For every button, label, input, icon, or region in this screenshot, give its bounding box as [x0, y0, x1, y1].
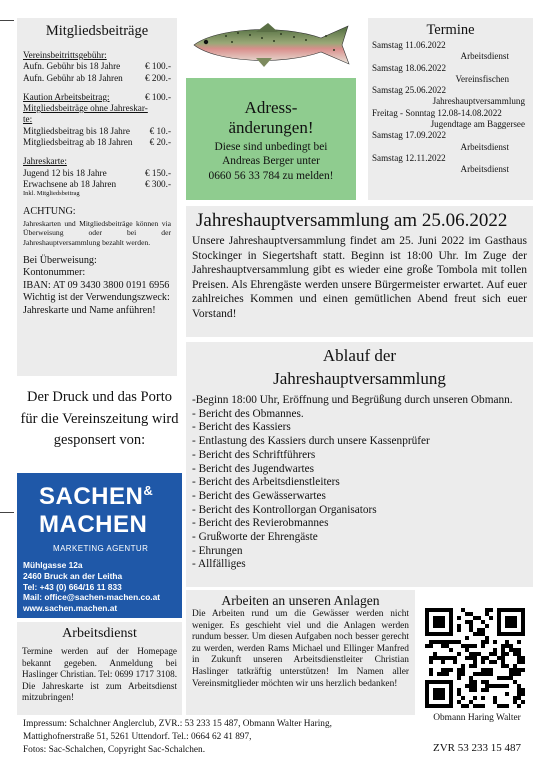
notice-heading-2: änderungen!: [228, 118, 314, 137]
no-card-heading: Mitgliedsbeiträge ohne Jahreskar-: [23, 103, 148, 114]
date-item: Samstag 17.09.2022 Arbeitsdienst: [372, 130, 509, 152]
date-item: Samstag 11.06.2022 Arbeitsdienst: [372, 40, 509, 62]
agenda-item: - Bericht des Obmannes.: [192, 407, 304, 420]
fee-row: Mitgliedsbeitrag ab 18 Jahren € 20.-: [23, 137, 171, 148]
fee-row: Aufn. Gebühr bis 18 Jahre € 100.-: [23, 61, 171, 72]
agenda-title: Ablauf der Jahreshauptversammlung: [273, 346, 446, 388]
transfer-purpose: Wichtig ist der Verwendungszweck: Jahreskarte und Name anführen!: [23, 292, 170, 316]
agenda-item: - Bericht des Kassiers: [192, 421, 291, 434]
annual-card-heading: Jahreskarte:: [23, 156, 67, 167]
sponsor-ad[interactable]: [17, 473, 182, 618]
brand-line-1: SACHEN&: [39, 483, 154, 510]
agenda-item: - Bericht des Gewässerwartes: [192, 489, 326, 502]
work-duty-title: Arbeitsdienst: [62, 626, 137, 641]
iban: IBAN: AT 09 3430 3800 0191 6956: [23, 279, 170, 291]
meeting-title: Jahreshauptversammlung am 25.06.2022: [196, 210, 508, 231]
qr-code[interactable]: [425, 608, 525, 708]
meeting-text: Unsere Jahreshauptversammlung findet am 25. Juni 2022 im Gasthaus Stockinger in Siegertshaft statt. Beginn ist 18:00 Uhr. Im Zuge der Jahreshauptversammlung gibt es wieder eine große Tombola mit tollen Preisen. Als Ehrengäste werden unsere Bürgermeister erwartet. Auf euer zahlreiches Kommen und einen gemütlichen Abend freut sich euer Vorstand!: [192, 235, 527, 320]
crop-mark: [0, 20, 14, 21]
fee-row: Aufn. Gebühr ab 18 Jahren € 200.-: [23, 72, 171, 83]
trout-image: [186, 20, 356, 70]
agenda-item: - Ehrungen: [192, 544, 243, 557]
sponsor-contact: Mühlgasse 12a 2460 Bruck an der Leitha Tel: +43 (0) 664/16 11 833 Mail: office@sachen-machen.co.at www.sachen.machen.at: [23, 560, 161, 614]
imprint: Impressum: Schalchner Anglerclub, ZVR.: 53 233 15 487, Obmann Walter Haring, Mattighofnerstraße 51, 5261 Uttendorf. Tel.: 0664 62 41 897, Fotos: Sac-Schalchen, Copyright Sac-Schalchen.: [23, 719, 332, 755]
facilities-work-box: [186, 590, 415, 715]
brand-line-2: MACHEN: [39, 511, 148, 538]
date-item: Samstag 12.11.2022 Arbeitsdienst: [372, 152, 509, 175]
entry-fee-heading: Vereinsbeitrittsgebühr:: [23, 50, 107, 60]
annual-meeting-box: [186, 206, 533, 337]
agenda-item: - Allfälliges: [192, 558, 246, 571]
date-item: Freitag - Sonntag 12.08-14.08.2022 Jugendtage am Baggersee: [372, 107, 525, 130]
fee-row: Jugend 12 bis 18 Jahre € 150.-: [23, 167, 171, 178]
crop-mark: [0, 512, 14, 513]
sponsor-title: Der Druck und das Porto für die Vereinszeitung wird gesponsert von:: [20, 389, 179, 448]
zvr-number: ZVR 53 233 15 487: [433, 742, 521, 754]
facilities-work-title: Arbeiten an unseren Anlagen: [221, 593, 380, 608]
agenda-box: [186, 342, 533, 587]
date-item: Samstag 18.06.2022 Vereinsfischen: [372, 62, 509, 84]
account-label: Kontonummer:: [23, 267, 86, 279]
card-note: Inkl. Mitgliedsbeitrag: [23, 190, 80, 198]
notice-text: Diese sind unbedingt bei Andreas Berger unter 0660 56 33 784 zu melden!: [208, 141, 334, 182]
work-duty-text: Termine werden auf der Homepage bekannt gegeben. Anmeldung bei Haslinger Christian. Tel: 0699 1717 3108. Die Jahreskarte ist zum Arbeitsdienst mitzubringen!: [22, 646, 177, 703]
no-card-heading-2: te:: [23, 114, 33, 125]
facilities-work-text: Die Arbeiten rund um die Gewässer werden nicht weniger. Es geschieht viel und die Anlagen werden rundum besser. Um diesen Aufgaben noch besser gerecht zu werden, werden Rams Michael und Ellinger Manfred in Zukunft unseren Arbeitsdienstleiter Christian Haslinger tatkräftig unterstützen! Im Namen aller Vereinsmitglieder möchten wir uns herzlich bedanken!: [192, 609, 409, 689]
agenda-item: - Bericht des Jugendwartes: [192, 462, 315, 475]
agenda-item: - Grußworte der Ehrengäste: [192, 531, 318, 544]
agenda-item: -Beginn 18:00 Uhr, Eröffnung und Begrüßung durch unseren Obmann.: [192, 394, 513, 406]
work-duty-box: [17, 622, 182, 715]
fee-row: Mitgliedsbeitrag bis 18 Jahre € 10.-: [23, 125, 171, 136]
agenda-item: - Bericht des Arbeitsdienstleiters: [192, 476, 340, 489]
agenda-item: - Entlastung des Kassiers durch unsere Kassenprüfer: [192, 435, 430, 448]
dates-box: [368, 18, 533, 200]
membership-fees-box: [17, 18, 177, 376]
attention-title: ACHTUNG:: [23, 206, 76, 218]
fee-row: Erwachsene ab 18 Jahren € 300.-: [23, 178, 171, 189]
fees-title: Mitgliedsbeiträge: [45, 23, 149, 39]
address-change-notice: [186, 78, 356, 200]
agenda-item: - Bericht des Revierobmannes: [192, 517, 329, 530]
notice-heading-1: Adress-: [244, 98, 298, 117]
attention-text: Jahreskarten und Mitgliedsbeiträge können via Überweisung oder bei der Jahreshauptversammlung bezahlt werden.: [23, 218, 171, 247]
deposit-row: Kaution Arbeitsbeitrag: € 100.-: [23, 91, 171, 102]
agenda-item: - Bericht des Schriftführers: [192, 448, 316, 461]
agenda-item: - Bericht des Kontrollorgan Organisators: [192, 503, 377, 516]
dates-title: Termine: [426, 22, 475, 38]
qr-caption: Obmann Haring Walter: [433, 713, 521, 723]
transfer-title: Bei Überweisung:: [23, 254, 97, 266]
date-item: Samstag 25.06.2022 Jahreshauptversammlung: [372, 85, 525, 107]
brand-tagline: MARKETING AGENTUR: [53, 544, 149, 553]
